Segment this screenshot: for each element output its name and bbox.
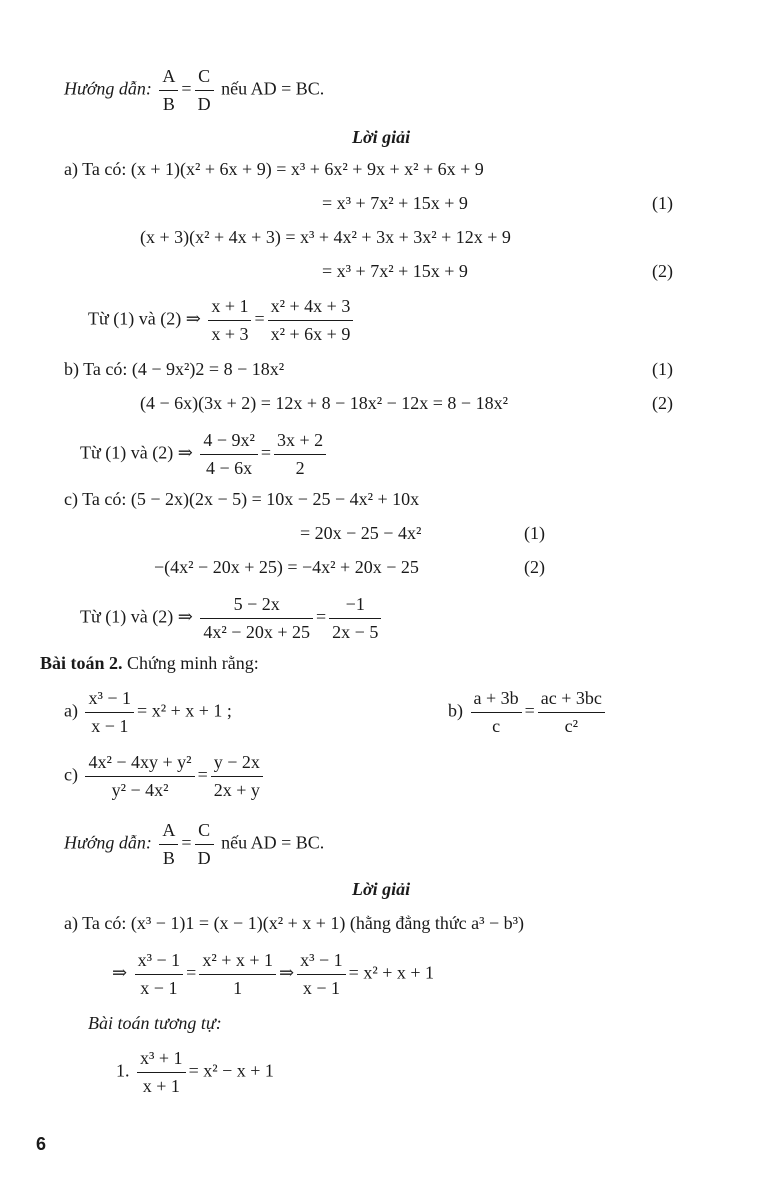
problem-2-heading: Bài toán 2. Chứng minh rằng: <box>40 653 259 673</box>
problem-2-item-c: c) $\frac{\text{4x² − 4xy + y²}}{\text{y² − 4x²}}$ = $\frac{y - 2x}{2x + y}$ <box>64 752 266 801</box>
part-c-line-1: c) Ta có: (5 − 2x)(2x − 5) = 10x − 25 − 4x² + 10x <box>64 489 420 509</box>
fraction: $\frac{\text{4x² − 4xy + y²}}{\text{y² − 4x²}}$ <box>85 752 194 801</box>
fraction-a-over-b: $\frac{A}{B}$ <box>159 820 178 869</box>
fraction: $\frac{-1}{2x - 5}$ <box>329 594 381 643</box>
problem-2a-line-1: a) Ta có: (x³ − 1)1 = (x − 1)(x² + x + 1) (hằng đẳng thức a³ − b³) <box>64 913 525 933</box>
part-b-conclusion: Từ (1) và (2) ⇒ $\frac{\text{4 − 9x²}}{4 - 6x}$ = $\frac{3x + 2}{2}$ <box>80 430 329 479</box>
fraction: $\frac{\text{x² + 4x + 3}}{\text{x² + 6x + 9}}$ <box>268 296 354 345</box>
page-number: 6 <box>36 1134 47 1154</box>
part-b-line-1: b) Ta có: (4 − 9x²)2 = 8 − 18x² <box>64 359 285 379</box>
fraction-a-over-b: $\frac{A}{B}$ <box>159 66 178 115</box>
solution-title-1: Lời giải <box>352 127 411 147</box>
fraction: $\frac{\text{4 − 9x²}}{4 - 6x}$ <box>200 430 258 479</box>
hint-label: Hướng dẫn: <box>64 832 152 853</box>
part-a-conclusion: Từ (1) và (2) ⇒ $\frac{x + 1}{x + 3}$ = $\frac{\text{x² + 4x + 3}}{\text{x² + 6x + 9}}$ <box>88 296 356 345</box>
fraction: $\frac{x + 1}{x + 3}$ <box>208 296 251 345</box>
problem-2a-derivation: ⇒ $\frac{\text{x³ − 1}}{x - 1}$ = $\frac{\text{x² + x + 1}}{1}$ ⇒ $\frac{\text{x³ − 1}}{x - 1}$ = x² + x + 1 <box>112 950 435 998</box>
problem-2-item-a: a) $\frac{\text{x³ − 1}}{x - 1}$ = x² + x + 1 ; <box>64 688 232 736</box>
part-a-tag-1: (1) <box>652 193 673 213</box>
solution-title-2: Lời giải <box>352 879 411 899</box>
part-b-line-2: (4 − 6x)(3x + 2) = 12x + 8 − 18x² − 12x = 8 − 18x² <box>140 393 508 413</box>
part-b-tag-2: (2) <box>652 393 673 413</box>
hint-condition: nếu AD = BC. <box>221 832 325 853</box>
part-a-line-4: = x³ + 7x² + 15x + 9 <box>322 261 468 281</box>
fraction: $\frac{a + 3b}{c}$ <box>471 688 522 737</box>
part-a-tag-2: (2) <box>652 261 673 281</box>
part-a-line-3: (x + 3)(x² + 4x + 3) = x³ + 4x² + 3x + 3x² + 12x + 9 <box>140 227 511 247</box>
fraction: $\frac{\text{x³ − 1}}{x - 1}$ <box>135 950 184 999</box>
similar-problem-1: 1. $\frac{\text{x³ + 1}}{x + 1}$ = x² − x + 1 <box>116 1048 274 1096</box>
fraction-c-over-d: $\frac{C}{D}$ <box>195 66 214 115</box>
hint-label: Hướng dẫn: <box>64 78 152 99</box>
part-a-line-1: a) Ta có: (x + 1)(x² + 6x + 9) = x³ + 6x² + 9x + x² + 6x + 9 <box>64 159 484 179</box>
part-c-line-3: −(4x² − 20x + 25) = −4x² + 20x − 25 <box>154 557 419 577</box>
fraction: $\frac{ac + 3bc}{\text{c²}}$ <box>538 688 605 737</box>
hint-line-1: Hướng dẫn: $\frac{A}{B}$ = $\frac{C}{D}$ nếu AD = BC. <box>64 66 325 114</box>
fraction: $\frac{\text{x² + x + 1}}{1}$ <box>199 950 276 999</box>
fraction: $\frac{\text{x³ − 1}}{x - 1}$ <box>85 688 134 737</box>
hint-condition: nếu AD = BC. <box>221 78 325 99</box>
similar-problems-label: Bài toán tương tự: <box>88 1013 222 1033</box>
fraction-c-over-d: $\frac{C}{D}$ <box>195 820 214 869</box>
fraction: $\frac{y - 2x}{2x + y}$ <box>211 752 263 801</box>
part-c-tag-1: (1) <box>524 523 545 543</box>
part-c-line-2: = 20x − 25 − 4x² <box>300 523 422 543</box>
fraction: $\frac{\text{x³ + 1}}{x + 1}$ <box>137 1048 186 1097</box>
part-b-tag-1: (1) <box>652 359 673 379</box>
fraction: $\frac{3x + 2}{2}$ <box>274 430 326 479</box>
part-a-line-2: = x³ + 7x² + 15x + 9 <box>322 193 468 213</box>
problem-2-item-b: b) $\frac{a + 3b}{c}$ = $\frac{ac + 3bc}{\text{c²}}$ <box>448 688 608 737</box>
fraction: $\frac{5 - 2x}{\text{4x² − 20x + 25}}$ <box>200 594 313 643</box>
hint-line-2: Hướng dẫn: $\frac{A}{B}$ = $\frac{C}{D}$ nếu AD = BC. <box>64 820 325 868</box>
fraction: $\frac{\text{x³ − 1}}{x - 1}$ <box>297 950 346 999</box>
part-c-conclusion: Từ (1) và (2) ⇒ $\frac{5 - 2x}{\text{4x² − 20x + 25}}$ = $\frac{-1}{2x - 5}$ <box>80 594 384 643</box>
part-c-tag-2: (2) <box>524 557 545 577</box>
